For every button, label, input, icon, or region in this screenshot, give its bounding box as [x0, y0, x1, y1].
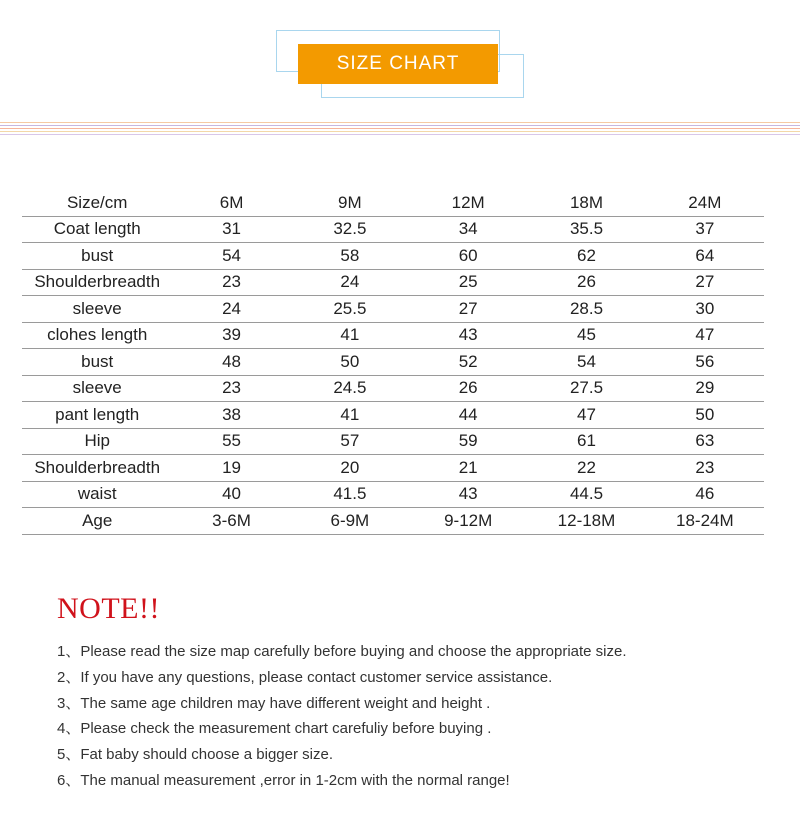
- table-cell: 62: [527, 243, 645, 270]
- table-cell: 47: [646, 322, 764, 349]
- table-cell: 59: [409, 428, 527, 455]
- table-cell: 28.5: [527, 296, 645, 323]
- column-header: 6M: [172, 190, 290, 216]
- table-cell: 56: [646, 349, 764, 376]
- table-row: [22, 269, 764, 296]
- table-cell: 63: [646, 428, 764, 455]
- table-cell: 47: [527, 402, 645, 429]
- table-cell: 50: [291, 349, 409, 376]
- table-cell: 30: [646, 296, 764, 323]
- note-title: NOTE!!: [57, 592, 160, 625]
- table-cell: 25.5: [291, 296, 409, 323]
- note-item: 6、The manual measurement ,error in 1-2cm with the normal range!: [57, 771, 510, 789]
- column-header: 24M: [646, 190, 764, 216]
- stripe-line: [0, 122, 800, 123]
- table-row: [22, 296, 764, 323]
- table-row: [22, 216, 764, 243]
- row-label: Shoulderbreadth: [22, 455, 172, 482]
- note-item: 1、Please read the size map carefully before buying and choose the appropriate size.: [57, 643, 627, 660]
- table-cell: 64: [646, 243, 764, 270]
- table-cell: 32.5: [291, 216, 409, 243]
- table-cell: 21: [409, 455, 527, 482]
- column-header: 9M: [291, 190, 409, 216]
- table-cell: 41.5: [291, 481, 409, 508]
- table-cell: 54: [527, 349, 645, 376]
- stripe-line: [0, 134, 800, 135]
- table-cell: 57: [291, 428, 409, 455]
- table-cell: 26: [527, 269, 645, 296]
- row-label: Shoulderbreadth: [22, 269, 172, 296]
- column-header: 12M: [409, 190, 527, 216]
- table-cell: 12-18M: [527, 508, 645, 535]
- table-header-row: [22, 190, 764, 216]
- row-label: Hip: [22, 428, 172, 455]
- table-cell: 27.5: [527, 375, 645, 402]
- table-cell: 31: [172, 216, 290, 243]
- table-row: [22, 402, 764, 429]
- row-label: clohes length: [22, 322, 172, 349]
- table-cell: 43: [409, 481, 527, 508]
- row-label: Age: [22, 508, 172, 535]
- table-cell: 19: [172, 455, 290, 482]
- table-cell: 27: [409, 296, 527, 323]
- column-header: 18M: [527, 190, 645, 216]
- row-label: pant length: [22, 402, 172, 429]
- table-cell: 41: [291, 322, 409, 349]
- decorative-stripes: [0, 122, 800, 137]
- table-row: [22, 508, 764, 535]
- table-cell: 55: [172, 428, 290, 455]
- table-cell: 34: [409, 216, 527, 243]
- row-label: Coat length: [22, 216, 172, 243]
- row-label: bust: [22, 349, 172, 376]
- table-cell: 9-12M: [409, 508, 527, 535]
- table-cell: 35.5: [527, 216, 645, 243]
- table-cell: 46: [646, 481, 764, 508]
- table-cell: 52: [409, 349, 527, 376]
- table-cell: 25: [409, 269, 527, 296]
- table-cell: 39: [172, 322, 290, 349]
- table-cell: 43: [409, 322, 527, 349]
- row-label: sleeve: [22, 375, 172, 402]
- table-cell: 44: [409, 402, 527, 429]
- note-list: [57, 642, 627, 797]
- table-row: [22, 375, 764, 402]
- table-cell: 23: [646, 455, 764, 482]
- table-cell: 60: [409, 243, 527, 270]
- table-cell: 50: [646, 402, 764, 429]
- stripe-line: [0, 128, 800, 129]
- row-label: waist: [22, 481, 172, 508]
- note-item: 2、If you have any questions, please contact customer service assistance.: [57, 668, 553, 686]
- stripe-line: [0, 125, 800, 126]
- note-item: 4、Please check the measurement chart carefuliy before buying .: [57, 720, 492, 738]
- size-chart-header: [276, 30, 524, 98]
- size-table: [22, 190, 764, 535]
- note-item: 3、The same age children may have different weight and height .: [57, 694, 491, 712]
- table-cell: 23: [172, 269, 290, 296]
- table-row: [22, 349, 764, 376]
- table-cell: 40: [172, 481, 290, 508]
- table-cell: 41: [291, 402, 409, 429]
- table-row: [22, 455, 764, 482]
- table-cell: 48: [172, 349, 290, 376]
- table-cell: 27: [646, 269, 764, 296]
- table-row: [22, 428, 764, 455]
- row-label: bust: [22, 243, 172, 270]
- table-cell: 29: [646, 375, 764, 402]
- table-cell: 20: [291, 455, 409, 482]
- table-cell: 24.5: [291, 375, 409, 402]
- table-cell: 61: [527, 428, 645, 455]
- table-cell: 45: [527, 322, 645, 349]
- table-cell: 26: [409, 375, 527, 402]
- table-cell: 18-24M: [646, 508, 764, 535]
- stripe-line: [0, 131, 800, 132]
- row-label: sleeve: [22, 296, 172, 323]
- table-cell: 23: [172, 375, 290, 402]
- column-header: Size/cm: [22, 190, 172, 216]
- table-row: [22, 322, 764, 349]
- table-cell: 6-9M: [291, 508, 409, 535]
- table-row: [22, 243, 764, 270]
- table-cell: 22: [527, 455, 645, 482]
- table-cell: 37: [646, 216, 764, 243]
- table-cell: 3-6M: [172, 508, 290, 535]
- table-cell: 54: [172, 243, 290, 270]
- table-cell: 38: [172, 402, 290, 429]
- table-row: [22, 481, 764, 508]
- table-cell: 44.5: [527, 481, 645, 508]
- note-item: 5、Fat baby should choose a bigger size.: [57, 746, 333, 764]
- table-cell: 24: [172, 296, 290, 323]
- table-cell: 58: [291, 243, 409, 270]
- table-cell: 24: [291, 269, 409, 296]
- size-chart-title: SIZE CHART: [298, 44, 498, 84]
